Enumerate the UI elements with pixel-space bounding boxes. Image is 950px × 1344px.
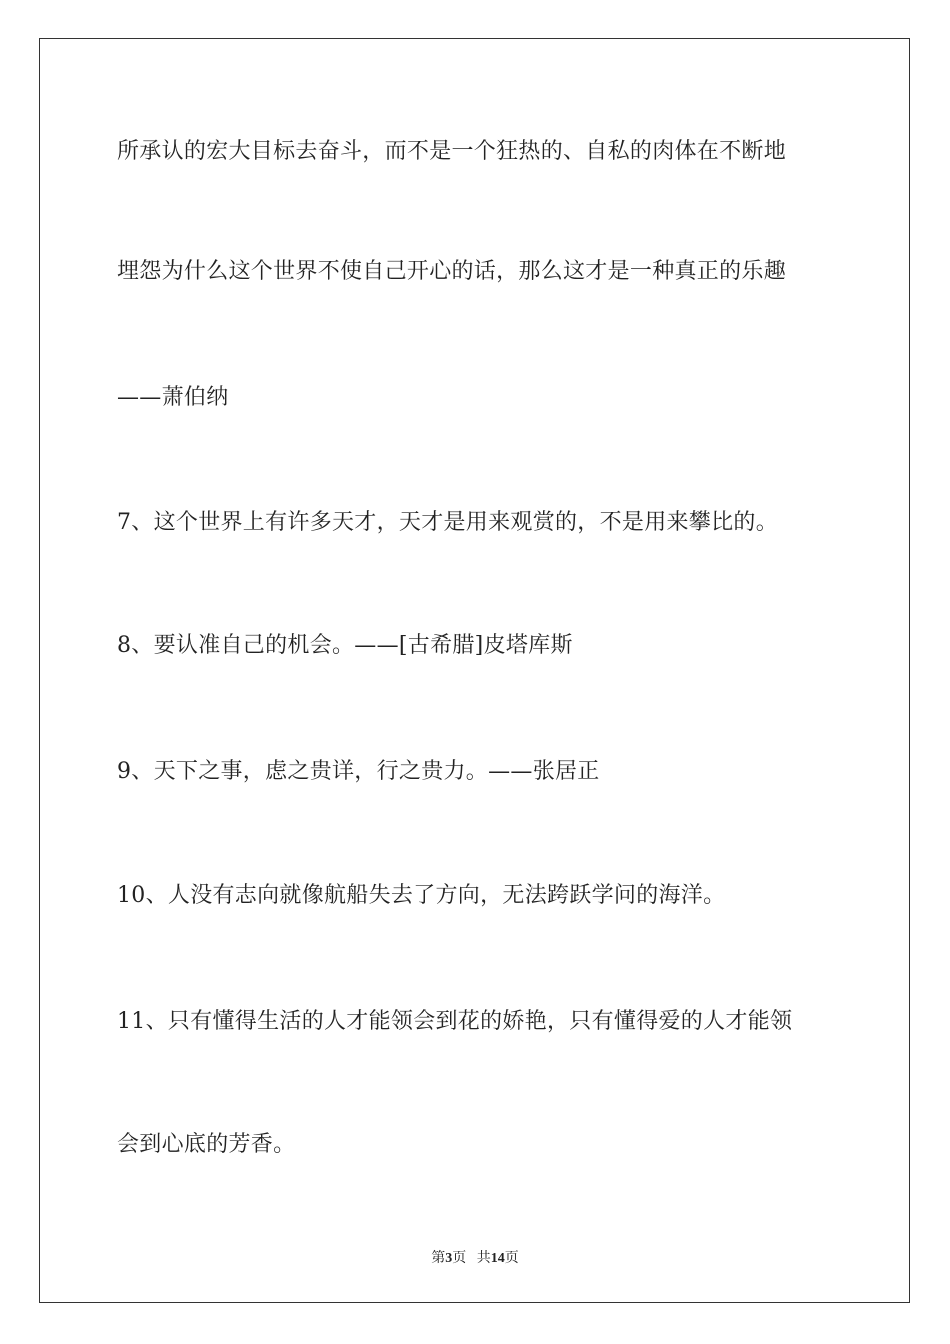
text-line-3: ——萧伯纳: [117, 385, 229, 410]
total-pages: 14: [490, 1251, 505, 1266]
page-prefix: 第: [431, 1251, 446, 1266]
quote-item-11-cont: 会到心底的芳香。: [117, 1132, 296, 1157]
quote-item-11: 11、只有懂得生活的人才能领会到花的娇艳，只有懂得爱的人才能领: [117, 1009, 793, 1034]
page-footer: [0, 1247, 950, 1267]
total-prefix: 共: [476, 1251, 491, 1266]
quote-item-10: 10、人没有志向就像航船失去了方向，无法跨跃学问的海洋。: [117, 883, 726, 908]
quote-item-8: 8、要认准自己的机会。——[古希腊]皮塔库斯: [117, 633, 573, 658]
total-suffix: 页: [504, 1251, 519, 1266]
page-number: 3: [445, 1251, 453, 1266]
quote-item-9: 9、天下之事，虑之贵详，行之贵力。——张居正: [117, 759, 600, 784]
page-suffix: 页: [452, 1251, 467, 1266]
text-line-1: 所承认的宏大目标去奋斗，而不是一个狂热的、自私的肉体在不断地: [117, 139, 787, 164]
text-line-2: 埋怨为什么这个世界不使自己开心的话，那么这才是一种真正的乐趣: [117, 259, 787, 284]
page-border: [39, 38, 910, 1303]
quote-item-7: 7、这个世界上有许多天才，天才是用来观赏的，不是用来攀比的。: [117, 510, 778, 535]
